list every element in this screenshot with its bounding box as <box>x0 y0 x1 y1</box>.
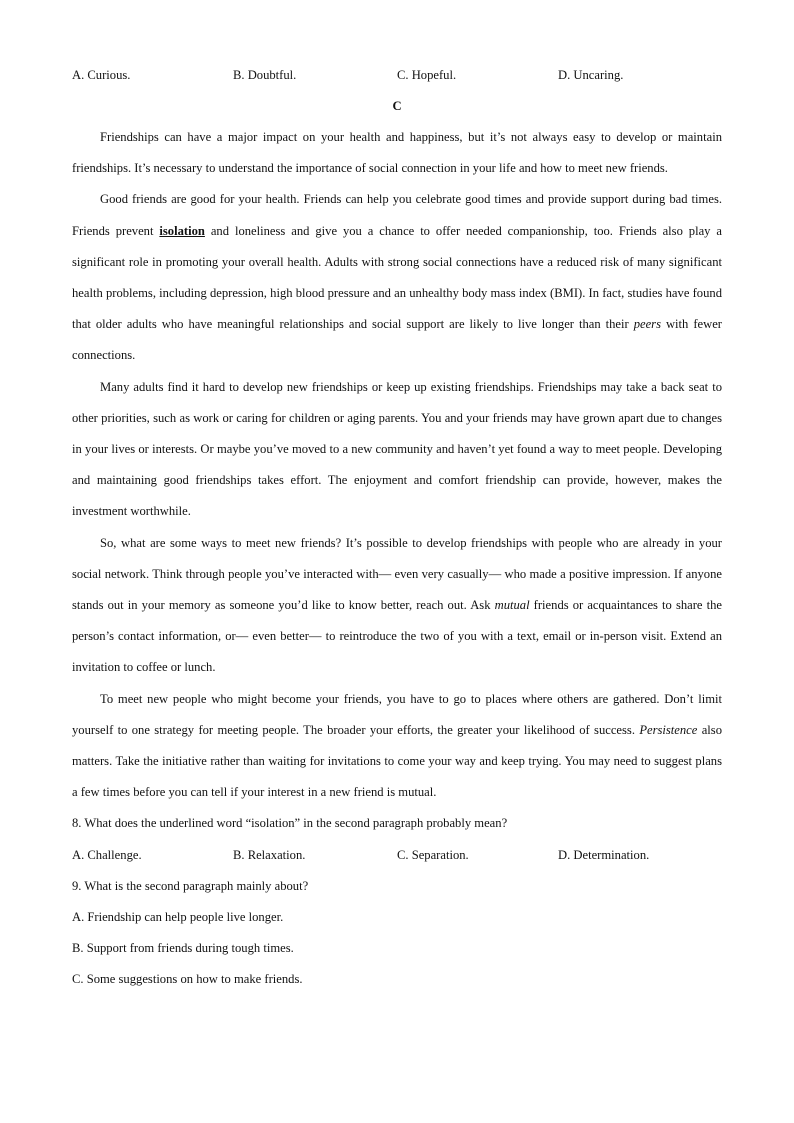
paragraph-5 <box>72 684 722 809</box>
underlined-word-isolation: isolation <box>159 223 205 238</box>
option-d: D. Uncaring. <box>558 68 624 82</box>
paragraph-2-text-b: and loneliness and give you a chance to offer needed companionship, too. Friends also play a significant role in promoting your overall health. Adults with strong social connections have a reduced risk of many significant health problems, including depression, high blood pressure and an unhealthy body mass index (BMI). In fact, studies have found that older adults who have meaningful relationships and social support are likely to live longer than their <box>72 223 722 332</box>
italic-word-persistence: Persistence <box>639 722 698 737</box>
italic-word-mutual: mutual <box>494 598 530 613</box>
question-9-stem: 9. What is the second paragraph mainly about? <box>72 878 309 893</box>
section-heading: C <box>392 99 402 113</box>
paragraph-4-text-b: friends or acquaintances to share the person’s contact information, or— even better— to reintroduce the two of you with a text, email or in-person visit. Extend an invitation to coffee or lunch. <box>72 598 722 675</box>
paragraph-5-text-b: also matters. Take the initiative rather than waiting for invitations to come your way and keep trying. You may need to suggest plans a few times before you can tell if your interest in a new friend is mutual. <box>72 722 722 800</box>
paragraph-5-text-a: To meet new people who might become your friends, you have to go to places where others are gathered. Don’t limit yourself to one strategy for meeting people. The broader your efforts, the greater your likelihood of success. <box>72 691 722 737</box>
q9-option-b: B. Support from friends during tough times. <box>72 941 294 956</box>
q9-option-a: A. Friendship can help people live longer. <box>72 909 284 924</box>
paragraph-3: Many adults find it hard to develop new friendships or keep up existing friendships. Friendships may take a back seat to other priorities, such as work or caring for children or aging parents. You and your friends may have grown apart due to changes in your lives or interests. Or maybe you’ve moved to a new community and haven’t yet found a way to meet people. Developing and maintaining good friendships takes effort. The enjoyment and comfort friendship can provide, however, makes the investment worthwhile. <box>72 379 722 519</box>
q8-option-b: B. Relaxation. <box>233 847 306 862</box>
paragraph-2-text-c: with fewer connections. <box>72 317 722 363</box>
question-7-options <box>72 60 722 91</box>
q8-option-d: D. Determination. <box>558 847 650 862</box>
option-c: C. Hopeful. <box>397 68 457 82</box>
question-8-options <box>72 840 722 871</box>
option-b: B. Doubtful. <box>233 68 297 82</box>
document-page <box>72 0 722 995</box>
q8-option-a: A. Challenge. <box>72 847 142 862</box>
paragraph-4-text-a: So, what are some ways to meet new friends? It’s possible to develop friendships with people who are already in your social network. Think through people you’ve interacted with— even very casually— who made a positive impression. If anyone stands out in your memory as someone you’d like to know better, reach out. Ask <box>72 535 722 613</box>
paragraph-2-text-a: Good friends are good for your health. Friends can help you celebrate good times and provide support during bad times. Friends prevent <box>72 192 722 238</box>
paragraph-1: Friendships can have a major impact on your health and happiness, but it’s not always easy to develop or maintain friendships. It’s necessary to understand the importance of social connection in your life and how to meet new friends. <box>72 130 722 176</box>
q8-option-c: C. Separation. <box>397 847 469 862</box>
paragraph-2 <box>72 184 722 371</box>
italic-word-peers: peers <box>633 317 661 332</box>
q9-option-c: C. Some suggestions on how to make friends. <box>72 972 303 987</box>
paragraph-4 <box>72 528 722 684</box>
option-a: A. Curious. <box>72 68 131 82</box>
question-8-stem: 8. What does the underlined word “isolation” in the second paragraph probably mean? <box>72 816 508 831</box>
